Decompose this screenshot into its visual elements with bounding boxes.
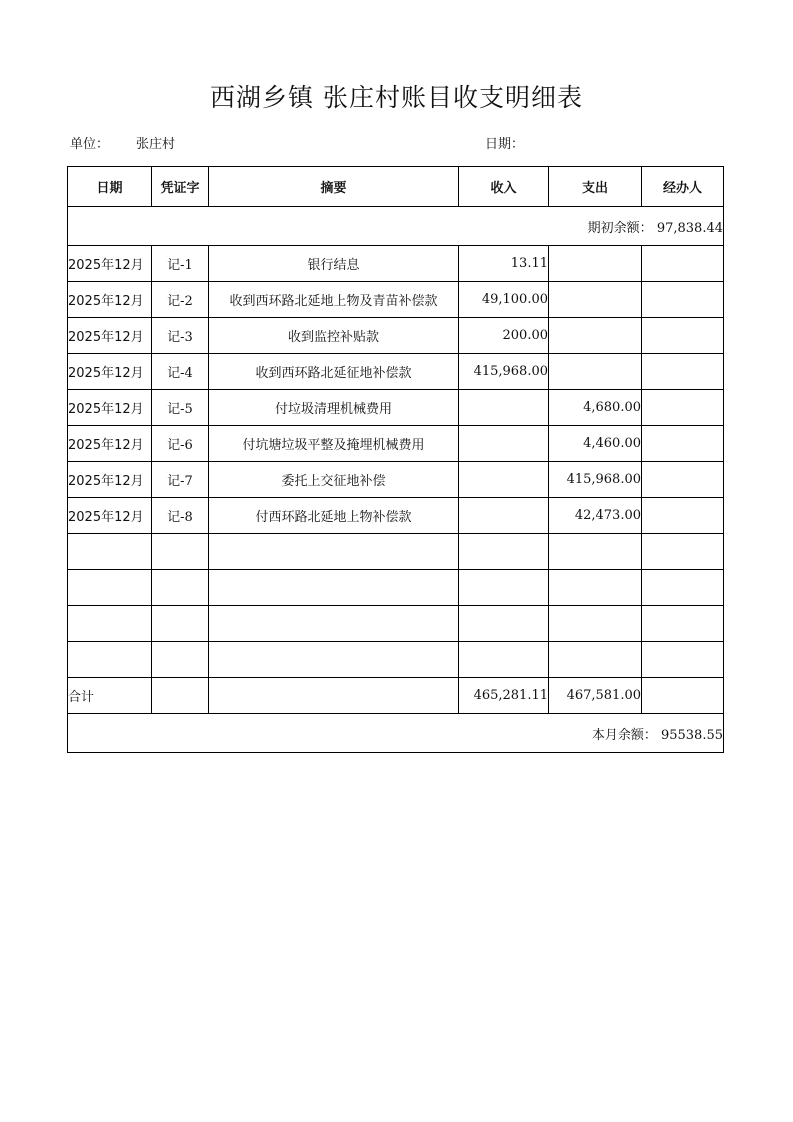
table-row [68,534,724,570]
table-row [68,246,724,282]
closing-balance-cell [68,714,724,753]
date-cell: 2025年12月 [68,282,152,318]
expense-cell: 4,460.00 [549,426,642,462]
voucher-cell: 记-7 [152,462,209,498]
voucher-cell: 记-2 [152,282,209,318]
voucher-cell [152,642,209,678]
column-header-summary: 摘要 [209,167,459,207]
column-header-expense: 支出 [549,167,642,207]
handler-cell [642,642,724,678]
expense-cell: 415,968.00 [549,462,642,498]
summary-cell [209,606,459,642]
column-header-handler: 经办人 [642,167,724,207]
voucher-cell [152,570,209,606]
closing-balance-row [68,714,724,753]
voucher-cell: 记-4 [152,354,209,390]
voucher-cell [152,606,209,642]
summary-cell: 付坑塘垃圾平整及掩埋机械费用 [209,426,459,462]
total-handler-cell [642,678,724,714]
unit-value: 张庄村 [136,137,176,152]
handler-cell [642,390,724,426]
date-cell: 2025年12月 [68,354,152,390]
table-row [68,282,724,318]
expense-cell [549,282,642,318]
date-cell: 2025年12月 [68,462,152,498]
page-title: 西湖乡镇 张庄村账目收支明细表 [210,83,583,112]
ledger-table [67,166,724,753]
date-cell [68,606,152,642]
handler-cell [642,354,724,390]
closing-balance-label: 本月余额： [591,727,657,743]
expense-cell [549,570,642,606]
voucher-cell [152,534,209,570]
expense-cell [549,318,642,354]
table-row [68,606,724,642]
date-cell: 2025年12月 [68,426,152,462]
income-cell: 200.00 [459,318,549,354]
column-header-income: 收入 [459,167,549,207]
income-cell: 13.11 [459,246,549,282]
table-row [68,462,724,498]
handler-cell [642,246,724,282]
handler-cell [642,318,724,354]
voucher-cell: 记-1 [152,246,209,282]
table-row [68,390,724,426]
expense-cell: 4,680.00 [549,390,642,426]
income-cell [459,642,549,678]
summary-cell [209,534,459,570]
date-cell: 2025年12月 [68,498,152,534]
date-cell: 2025年12月 [68,318,152,354]
opening-balance-row [68,207,724,246]
income-cell [459,462,549,498]
summary-cell: 收到监控补贴款 [209,318,459,354]
summary-cell [209,642,459,678]
voucher-cell: 记-3 [152,318,209,354]
summary-cell: 收到西环路北延征地补偿款 [209,354,459,390]
expense-cell [549,246,642,282]
date-cell [68,642,152,678]
income-cell [459,390,549,426]
expense-cell [549,534,642,570]
voucher-cell: 记-5 [152,390,209,426]
table-row [68,318,724,354]
column-header-date: 日期 [68,167,152,207]
table-header-row [68,167,724,207]
handler-cell [642,498,724,534]
summary-cell: 委托上交征地补偿 [209,462,459,498]
date-cell: 2025年12月 [68,390,152,426]
income-cell [459,426,549,462]
total-label: 合计 [68,678,152,714]
unit-label: 单位： [70,137,110,152]
summary-cell: 付垃圾清理机械费用 [209,390,459,426]
handler-cell [642,534,724,570]
date-cell: 2025年12月 [68,246,152,282]
income-cell: 415,968.00 [459,354,549,390]
total-summary-cell [209,678,459,714]
handler-cell [642,606,724,642]
opening-balance-cell [68,207,724,246]
expense-cell [549,606,642,642]
summary-cell: 银行结息 [209,246,459,282]
table-row [68,426,724,462]
expense-cell: 42,473.00 [549,498,642,534]
income-cell [459,498,549,534]
summary-cell [209,570,459,606]
total-expense: 467,581.00 [549,678,642,714]
date-cell [68,570,152,606]
table-row [68,642,724,678]
income-cell [459,570,549,606]
closing-balance-value: 95538.55 [660,727,723,743]
income-cell [459,534,549,570]
table-row [68,498,724,534]
opening-balance-value: 97,838.44 [656,220,723,236]
summary-cell: 付西环路北延地上物补偿款 [209,498,459,534]
handler-cell [642,462,724,498]
income-cell: 49,100.00 [459,282,549,318]
opening-balance-label: 期初余额： [587,220,653,236]
total-income: 465,281.11 [459,678,549,714]
date-cell [68,534,152,570]
total-row [68,678,724,714]
table-row [68,570,724,606]
handler-cell [642,570,724,606]
voucher-cell: 记-8 [152,498,209,534]
expense-cell [549,642,642,678]
table-row [68,354,724,390]
total-voucher-cell [152,678,209,714]
voucher-cell: 记-6 [152,426,209,462]
handler-cell [642,426,724,462]
income-cell [459,606,549,642]
date-label: 日期： [485,137,525,152]
handler-cell [642,282,724,318]
column-header-voucher: 凭证字 [152,167,209,207]
summary-cell: 收到西环路北延地上物及青苗补偿款 [209,282,459,318]
expense-cell [549,354,642,390]
